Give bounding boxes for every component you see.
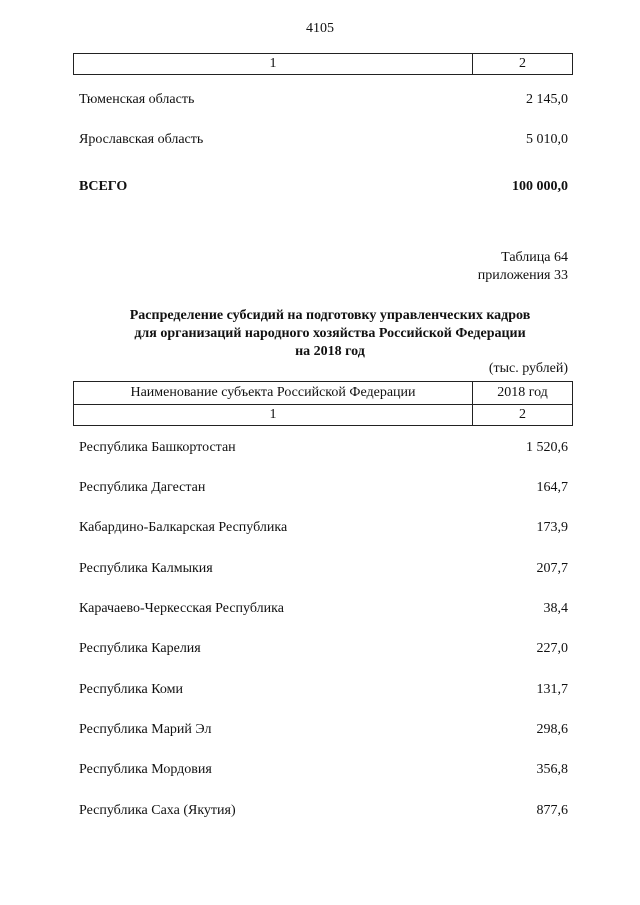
region-name: Республика Мордовия — [79, 762, 212, 777]
table-row — [79, 680, 568, 700]
table-row — [79, 639, 568, 659]
table-row — [79, 90, 568, 110]
units-label: (тыс. рублей) — [488, 361, 568, 376]
region-value: 173,9 — [536, 520, 568, 535]
region-name: Республика Башкортостан — [79, 440, 236, 455]
region-name: Республика Марий Эл — [79, 722, 212, 737]
title-line-1: Распределение субсидий на подготовку управленческих кадров — [129, 308, 531, 323]
region-value: 164,7 — [536, 480, 568, 495]
region-name: Республика Саха (Якутия) — [79, 803, 236, 818]
total-value: 100 000,0 — [512, 179, 568, 194]
col-number-2: 2 — [472, 405, 572, 425]
region-name: Ярославская область — [79, 132, 204, 147]
region-value: 227,0 — [536, 641, 568, 656]
title-line-3: на 2018 год — [295, 344, 365, 359]
total-label: ВСЕГО — [79, 179, 128, 194]
region-name: Карачаево-Черкесская Республика — [79, 601, 284, 616]
region-value: 5 010,0 — [526, 132, 568, 147]
region-name: Республика Дагестан — [79, 480, 206, 495]
col-number-1: 1 — [269, 407, 277, 422]
table-row — [79, 720, 568, 740]
caption-table-number: Таблица 64 — [501, 250, 568, 265]
table-row — [79, 130, 568, 150]
region-name: Тюменская область — [79, 92, 195, 107]
page-number: 4105 — [306, 21, 334, 36]
table-row — [79, 599, 568, 619]
table-row — [79, 438, 568, 458]
col-header-region: Наименование субъекта Российской Федерации — [130, 385, 416, 400]
caption-appendix: приложения 33 — [477, 268, 568, 283]
region-value: 2 145,0 — [526, 92, 568, 107]
region-value: 298,6 — [536, 722, 568, 737]
top-col-2-number: 2 — [472, 54, 572, 74]
region-value: 356,8 — [536, 762, 568, 777]
region-value: 877,6 — [536, 803, 568, 818]
table-row — [79, 760, 568, 780]
region-name: Республика Калмыкия — [79, 561, 213, 576]
table-row — [79, 518, 568, 538]
title-line-2: для организаций народного хозяйства Российской Федерации — [134, 326, 526, 341]
table-row — [79, 478, 568, 498]
region-value: 207,7 — [536, 561, 568, 576]
table-row — [79, 559, 568, 579]
main-table-col-numbers — [73, 404, 573, 426]
region-name: Республика Карелия — [79, 641, 201, 656]
total-row — [79, 177, 568, 197]
region-name: Кабардино-Балкарская Республика — [79, 520, 288, 535]
top-table-header — [73, 53, 573, 75]
region-value: 131,7 — [536, 682, 568, 697]
document-title — [60, 307, 600, 361]
table-caption — [478, 249, 568, 285]
top-col-1-number: 1 — [269, 56, 277, 71]
region-value: 1 520,6 — [526, 440, 568, 455]
region-name: Республика Коми — [79, 682, 183, 697]
table-row — [79, 801, 568, 821]
main-table-header — [73, 381, 573, 405]
region-value: 38,4 — [543, 601, 568, 616]
col-header-year: 2018 год — [472, 382, 572, 404]
